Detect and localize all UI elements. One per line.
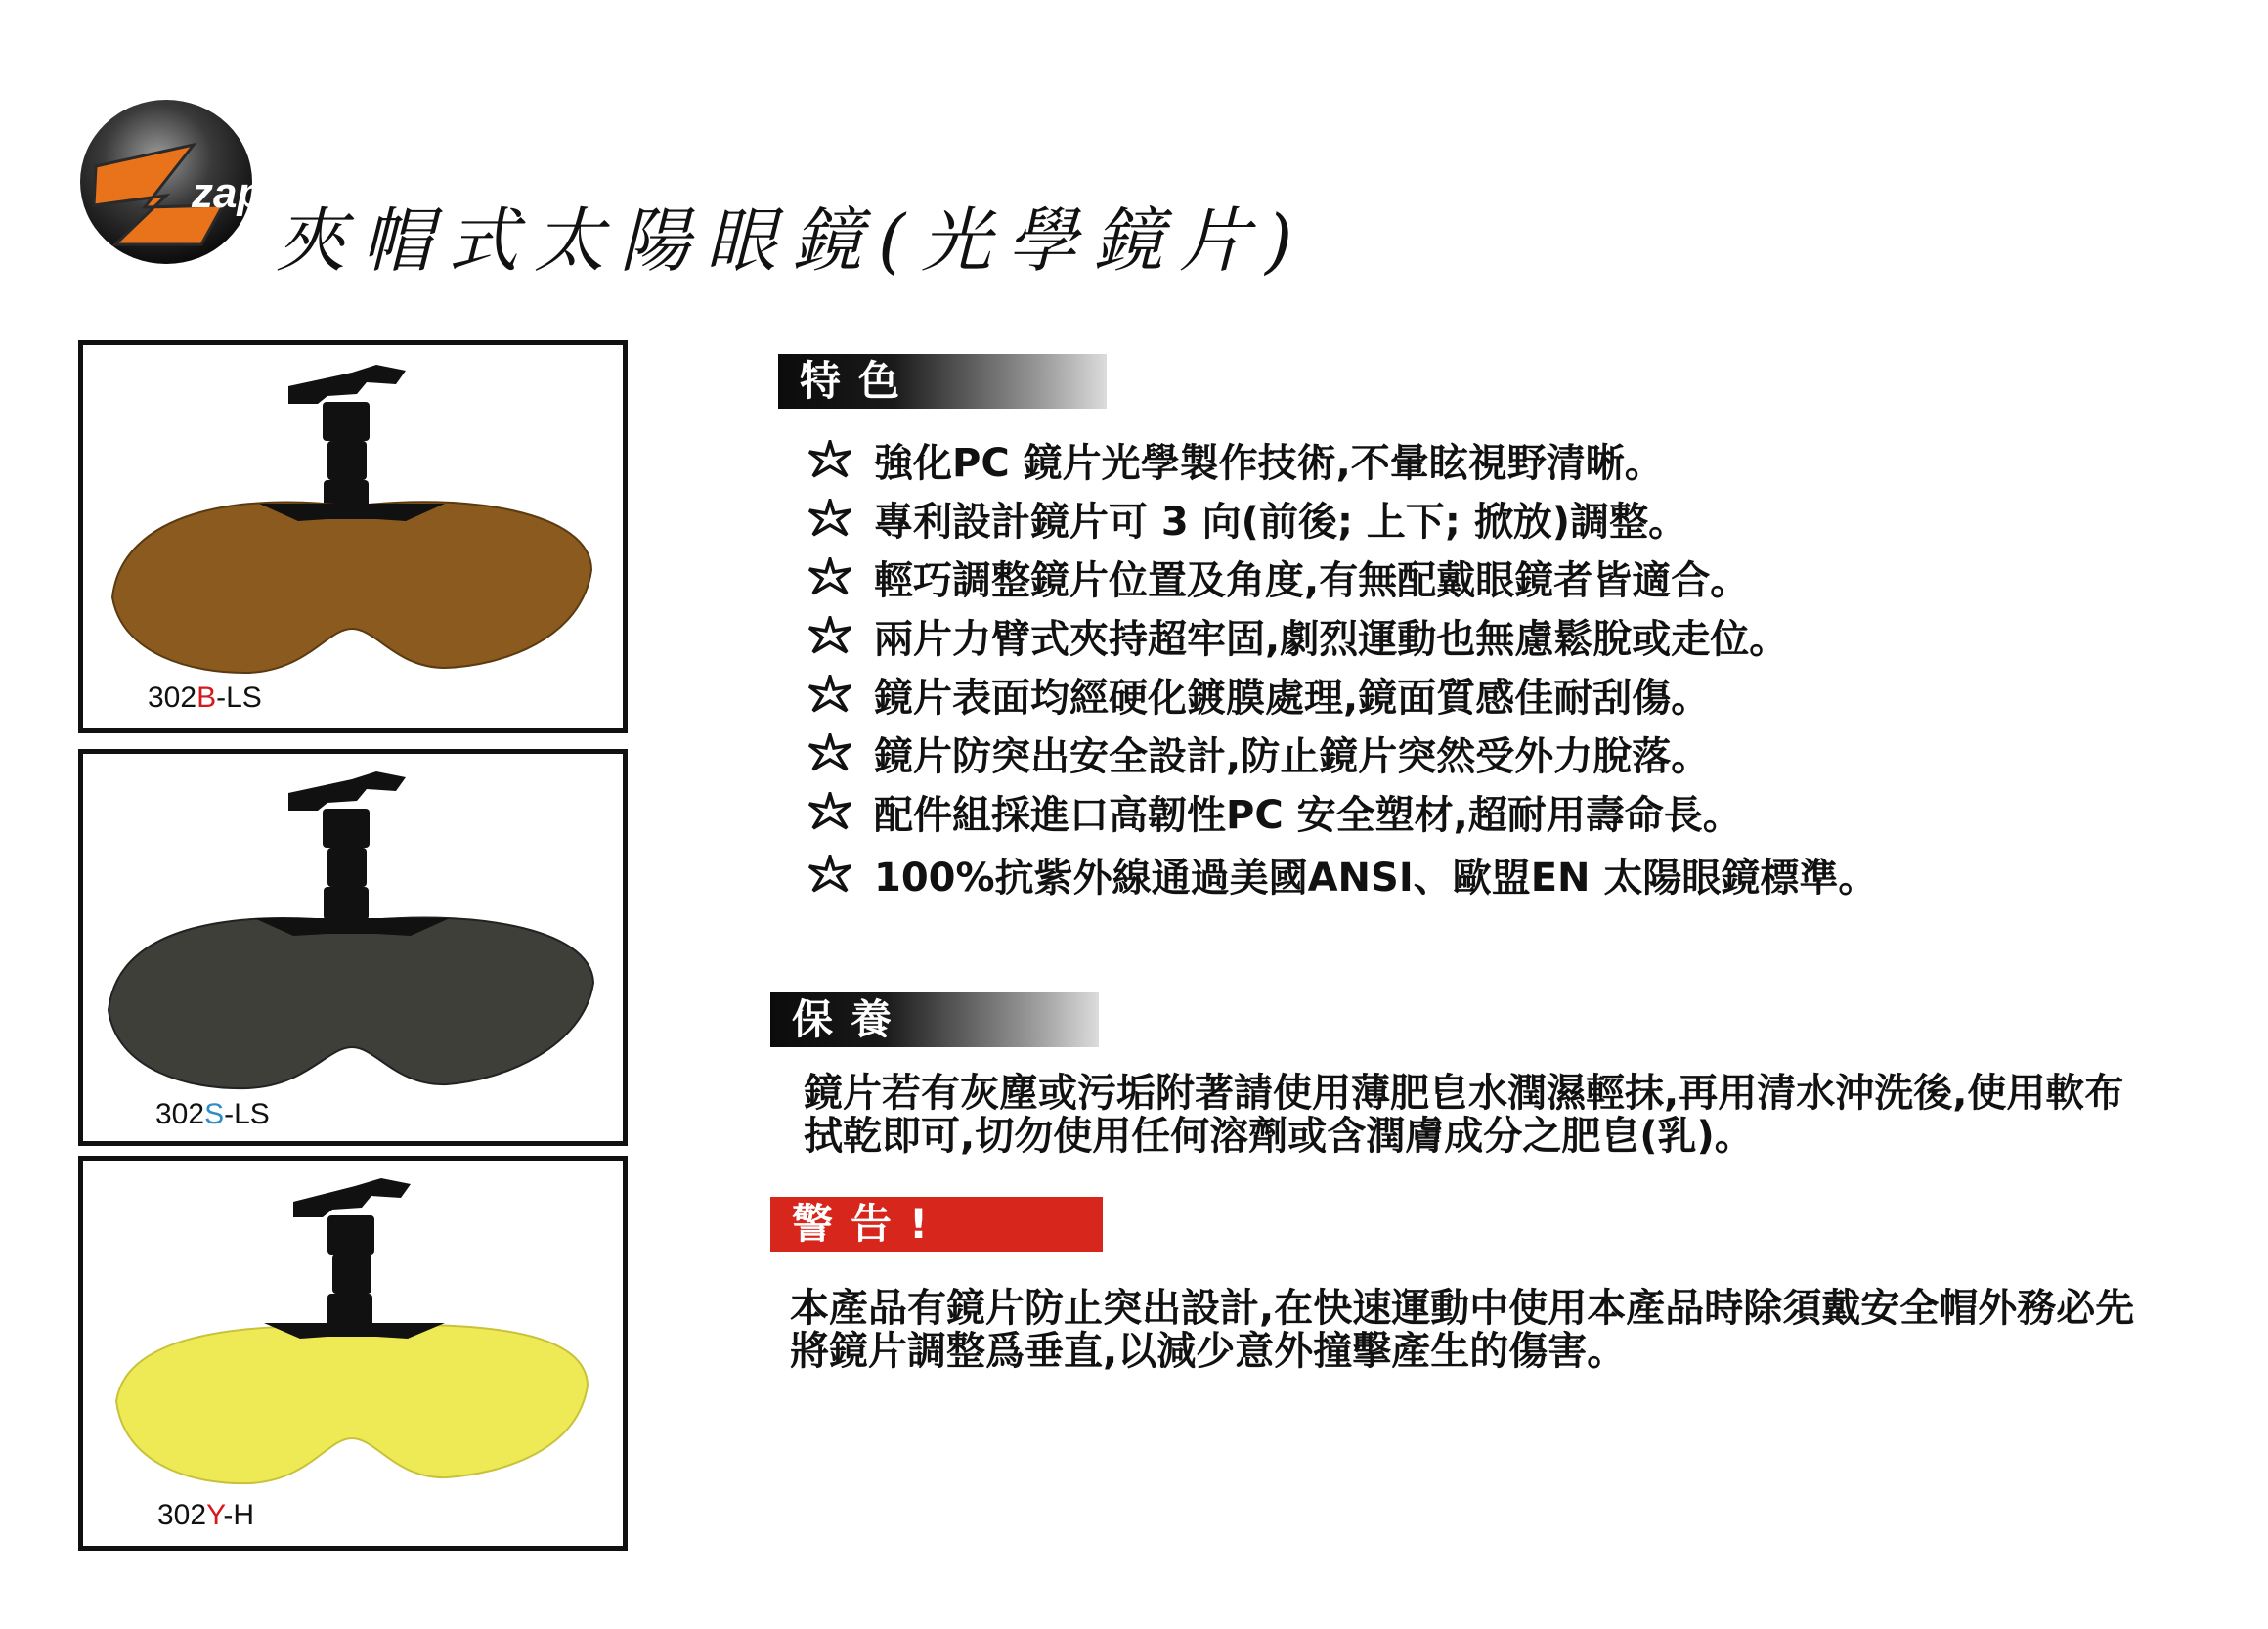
- lens-shape: [112, 502, 591, 673]
- product-code: 302Y-H: [157, 1499, 254, 1531]
- star-bullet-icon: [807, 855, 852, 894]
- star-bullet-icon: [807, 733, 852, 772]
- features-heading: 特色: [778, 354, 1107, 409]
- features-list: [807, 430, 1877, 903]
- feature-item: 鏡片表面均經硬化鍍膜處理,鏡面質感佳耐刮傷。: [807, 665, 1877, 724]
- yellow-lens-glasses-image: [83, 1161, 623, 1546]
- logo-text: zap: [192, 169, 264, 217]
- smoke-lens-glasses-image: [83, 754, 623, 1141]
- care-heading: 保養: [770, 992, 1099, 1047]
- product-code: 302S-LS: [155, 1098, 270, 1130]
- star-bullet-icon: [807, 440, 852, 479]
- product-panel-brown: [78, 340, 628, 733]
- clip-mechanism: [288, 365, 406, 513]
- warning-heading: 警告!: [770, 1197, 1103, 1252]
- product-panel-smoke: [78, 749, 628, 1146]
- clip-mechanism: [288, 771, 406, 920]
- product-code: 302B-LS: [148, 682, 262, 714]
- brown-lens-glasses-image: [83, 345, 623, 728]
- star-bullet-icon: [807, 557, 852, 596]
- feature-item: 100%抗紫外線通過美國ANSI、歐盟EN 太陽眼鏡標準。: [807, 845, 1877, 903]
- feature-item: 配件組採進口高韌性PC 安全塑材,超耐用壽命長。: [807, 782, 1877, 841]
- product-panel-yellow: [78, 1156, 628, 1551]
- star-bullet-icon: [807, 499, 852, 538]
- star-bullet-icon: [807, 616, 852, 655]
- feature-item: 鏡片防突出安全設計,防止鏡片突然受外力脫落。: [807, 724, 1877, 782]
- page-title: 夾帽式太陽眼鏡(光學鏡片): [276, 199, 1309, 282]
- zap-logo: [76, 98, 272, 266]
- star-bullet-icon: [807, 792, 852, 831]
- feature-item: 強化PC 鏡片光學製作技術,不暈眩視野清晰。: [807, 430, 1877, 489]
- lens-shape: [109, 917, 593, 1088]
- feature-item: 輕巧調整鏡片位置及角度,有無配戴眼鏡者皆適合。: [807, 548, 1877, 606]
- feature-item: 專利設計鏡片可 3 向(前後; 上下; 掀放)調整。: [807, 489, 1877, 548]
- star-bullet-icon: [807, 675, 852, 714]
- lens-shape: [116, 1325, 588, 1483]
- feature-item: 兩片力臂式夾持超牢固,劇烈運動也無慮鬆脫或走位。: [807, 606, 1877, 665]
- warning-text: 本產品有鏡片防止突出設計,在快速運動中使用本產品時除須戴安全帽外務必先將鏡片調整爲垂直,以減少意外撞擊產生的傷害。: [790, 1286, 2135, 1374]
- care-text: 鏡片若有灰塵或污垢附著請使用薄肥皀水潤濕輕抹,再用清水沖洗後,使用軟布拭乾即可,切勿使用任何溶劑或含潤膚成分之肥皀(乳)。: [804, 1071, 2124, 1159]
- clip-mechanism: [293, 1178, 411, 1327]
